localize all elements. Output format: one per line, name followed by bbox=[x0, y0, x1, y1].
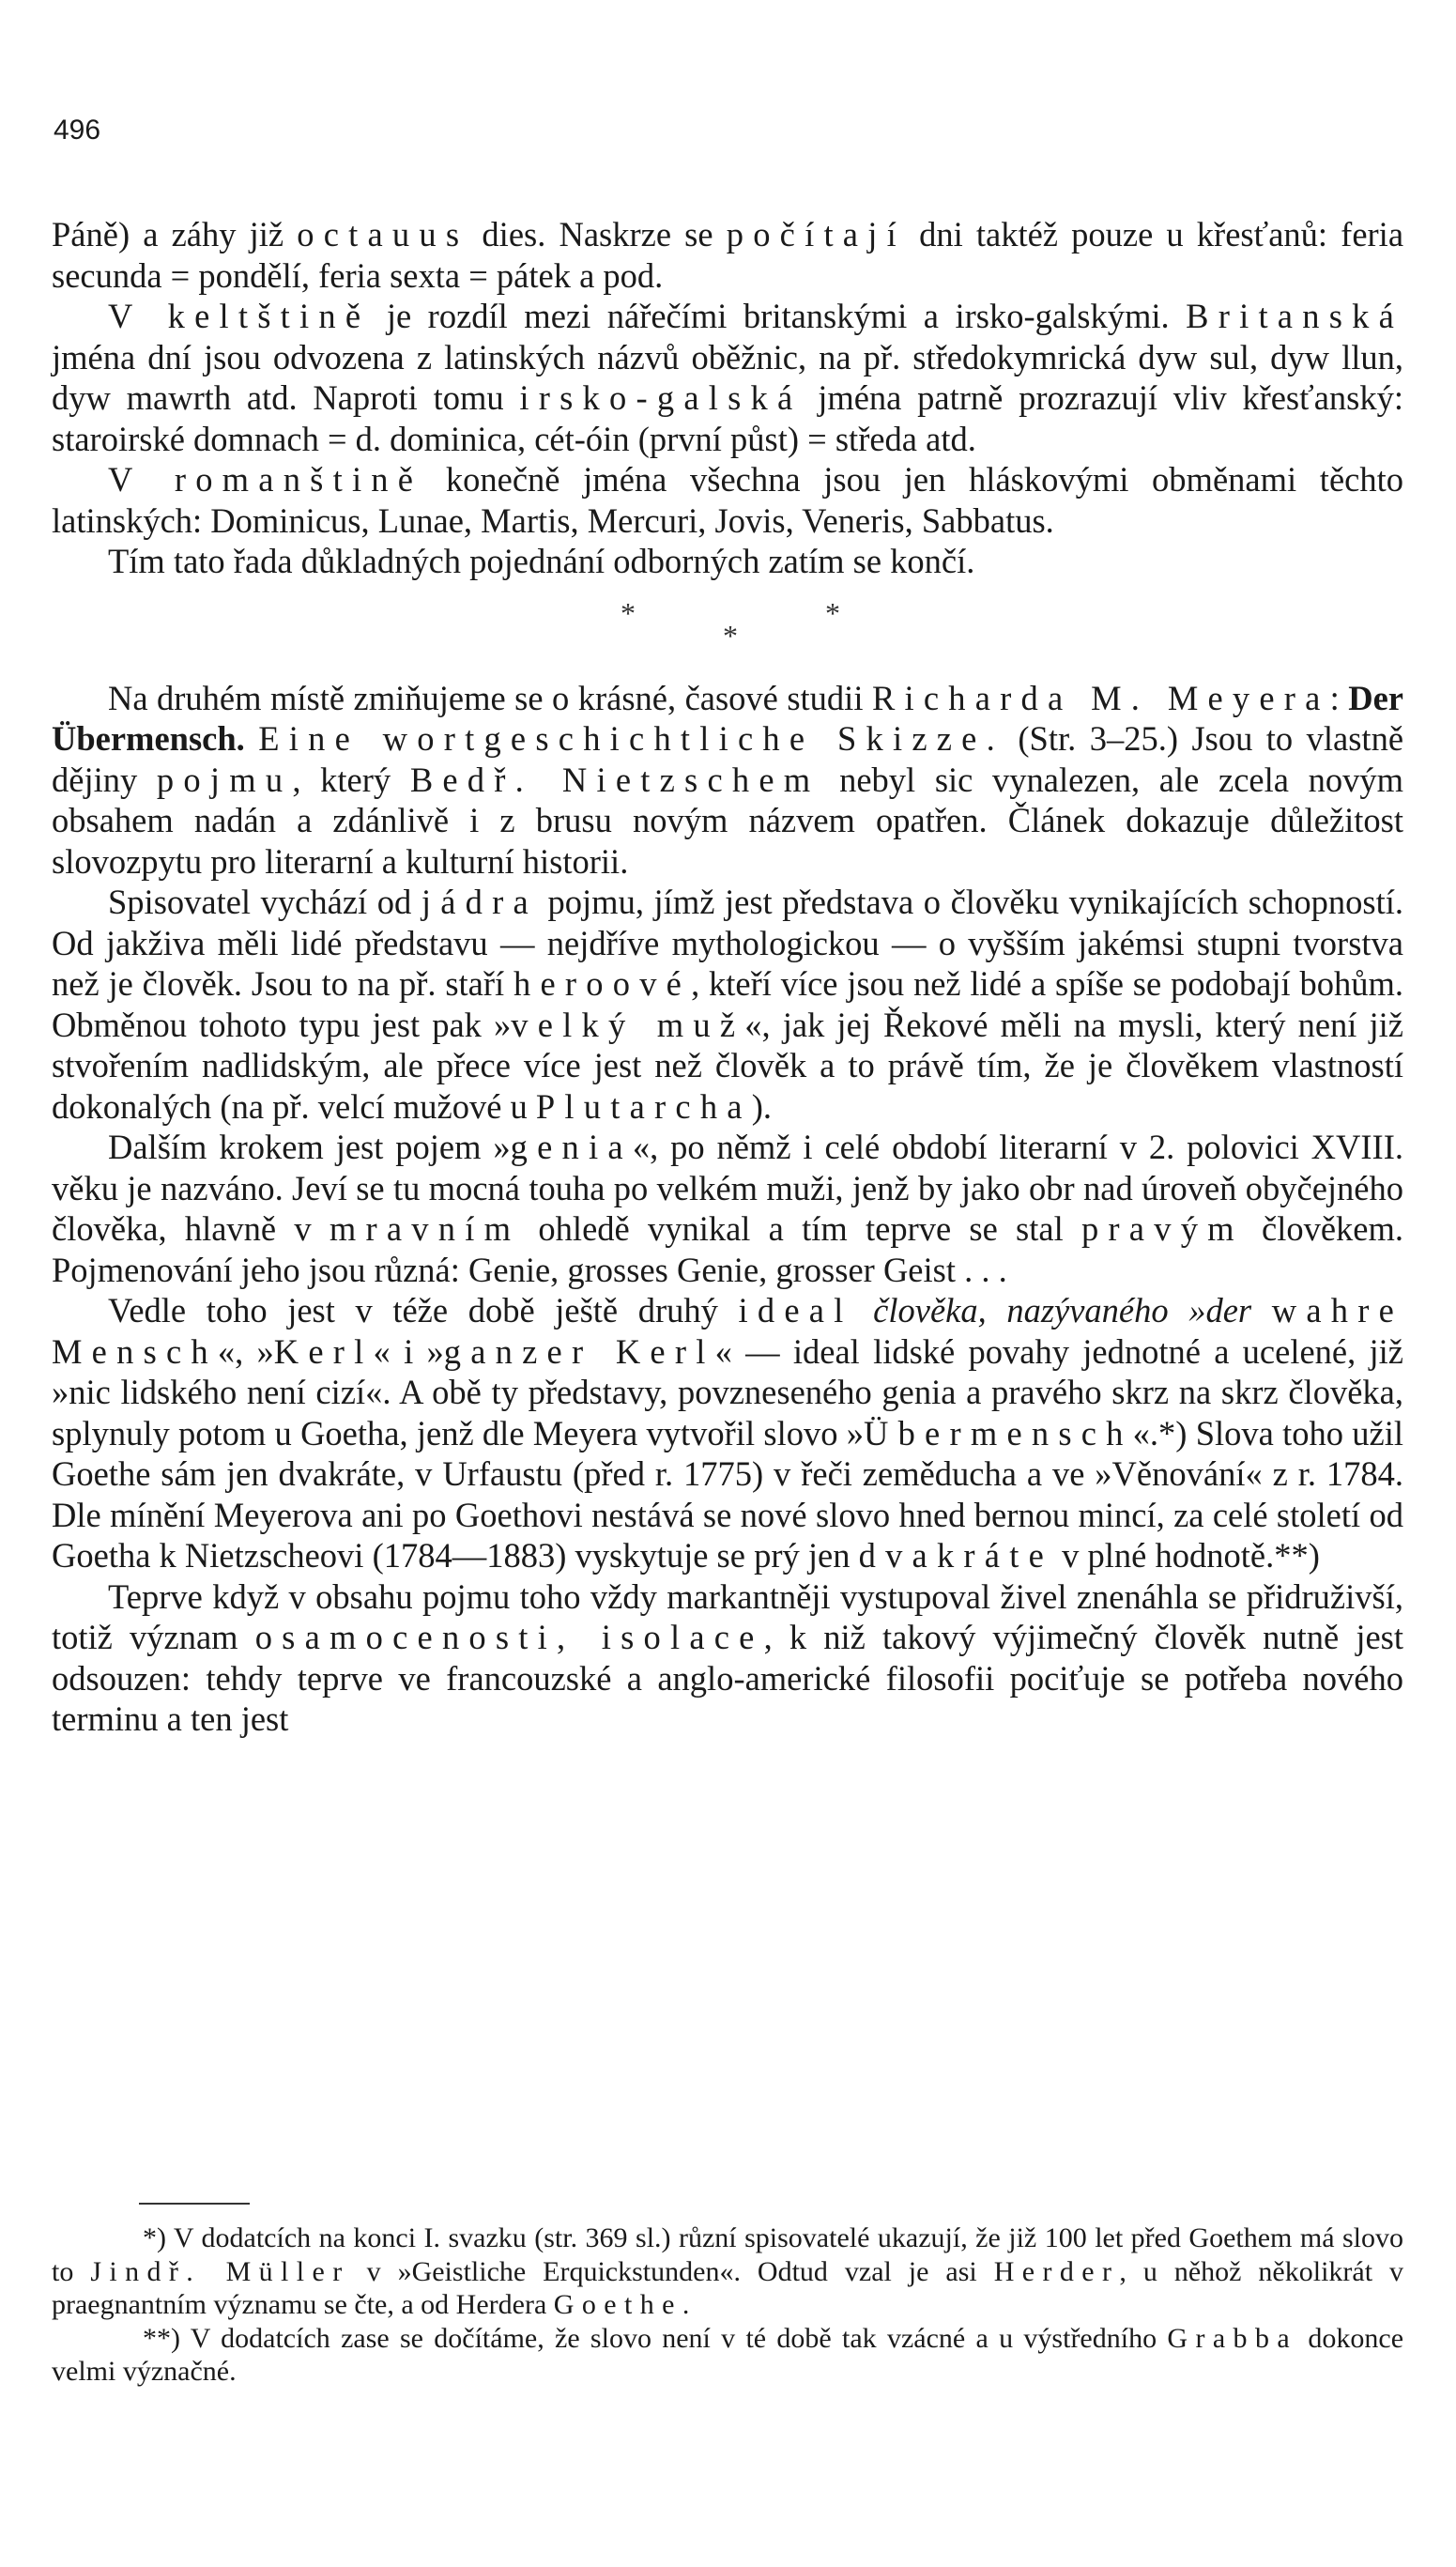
paragraph-9: Teprve když v obsahu pojmu toho vždy markantněji vystupoval živel znenáhla se přidruživší, totiž význam osamocenosti, isolace, k niž takový výjimečný člověk nutně jest odsouzen: tehdy teprve ve francouzské a anglo-americké filosofii pociťuje se potřeba nového terminu a ten jest bbox=[52, 1576, 1404, 1738]
section-separator bbox=[52, 582, 1403, 678]
paragraph-4: Tím tato řada důkladných pojednání odborných zatím se končí. bbox=[108, 542, 975, 580]
paragraph-6: Spisovatel vychází od jádra pojmu, jímž jest představa o člověku vynikajících schopností. Od jakživa měli lidé představu — nejdříve mythologickou — o vyšším jakémsi stupni tvorstva než je člověk. Jsou to na př. staří heroové, kteří více jsou než lidé a spíše se podobají bohům. Obměnou tohoto typu jest pak »velký muž«, jak jej Řekové měli na mysli, který není již stvořením nadlidským, ale přece více jest než člověk a to právě tím, že je člověkem vlastností dokonalých (na př. velcí mužové u Plutarcha). bbox=[52, 883, 1404, 1126]
separator-star: * bbox=[723, 618, 738, 653]
paragraph-1: Páně) a záhy již octauus dies. Naskrze se počítají dni taktéž pouze u křesťanů: feria secunda = pondělí, feria sexta = pátek a pod. bbox=[52, 215, 1404, 295]
footnote-1: *) V dodatcích na konci I. svazku (str. 369 sl.) různí spisovatelé ukazují, že již 100 let před Goethem má slovo to Jindř. Müller v »Geistliche Erquickstunden«. Odtud vzal je asi Herder, u něhož několikrát v praegnantním významu se čte, a od Herdera Goethe. bbox=[52, 2222, 1404, 2320]
separator-star: * bbox=[621, 595, 636, 630]
paragraph-5: Na druhém místě zmiňujeme se o krásné, časové studii Richarda M. Meyera: Der Übermensch. Eine wortgeschichtliche Skizze. (Str. 3–25.) Jsou to vlastně dějiny pojmu, který Bedř. Nietzschem nebyl sic vynalezen, ale zcela novým obsahem nadán a zdánlivě i z brusu novým názvem opatřen. Článek dokazuje důležitost slovozpytu pro literarní a kulturní historii. bbox=[52, 678, 1404, 881]
footnote-rule bbox=[139, 2203, 250, 2205]
paragraph-2: V keltštině je rozdíl mezi nářečími britanskými a irsko-galskými. Britanská jména dní jsou odvozena z latinských názvů oběžnic, na př. středokymrická dyw sul, dyw llun, dyw mawrth atd. Naproti tomu irsko-galská jména patrně prozrazují vliv křesťanský: staroirské domnach = d. dominica, cét-óin (první půst) = středa atd. bbox=[52, 297, 1404, 458]
footnotes bbox=[52, 2221, 1403, 2389]
page-number: 496 bbox=[54, 115, 101, 146]
paragraph-8: Vedle toho jest v téže době ještě druhý ideal člověka, nazývaného »der wahre Mensch«, »Kerl« i »ganzer Kerl« — ideal lidské povahy jednotné a ucelené, již »nic lidského není cizí«. A obě ty představy, povzneseného genia a pravého skrz na skrz člověka, splynuly potom u Goetha, jenž dle Meyera vytvořil slovo »Übermensch«.*) Slova toho užil Goethe sám jen dvakráte, v Urfaustu (před r. 1775) v řeči zeměducha a ve »Věnování« z r. 1784. Dle mínění Meyerova ani po Goethovi nestává se nové slovo hned bernou mincí, za celé století od Goetha k Nietzscheovi (1784—1883) vyskytuje se prý jen dvakráte v plné hodnotě.**) bbox=[52, 1291, 1404, 1575]
separator-star: * bbox=[825, 595, 840, 630]
paragraph-7: Dalším krokem jest pojem »genia«, po němž i celé období literarní v 2. polovici XVIII. věku je nazváno. Jeví se tu mocná touha po velkém muži, jenž by jako obr nad úroveň obyčejného člověka, hlavně v mravním ohledě vynikal a tím teprve se stal pravým člověkem. Pojmenování jeho jsou různá: Genie, grosses Genie, grosser Geist . . . bbox=[52, 1128, 1404, 1289]
footnote-2: **) V dodatcích zase se dočítáme, že slovo není v té době tak vzácné a u výstředního Grabba dokonce velmi význačné. bbox=[52, 2322, 1404, 2387]
paragraph-3: V romanštině konečně jména všechna jsou jen hláskovými obměnami těchto latinských: Dominicus, Lunae, Martis, Mercuri, Jovis, Veneris, Sabbatus. bbox=[52, 460, 1403, 540]
body-text bbox=[52, 214, 1403, 1740]
